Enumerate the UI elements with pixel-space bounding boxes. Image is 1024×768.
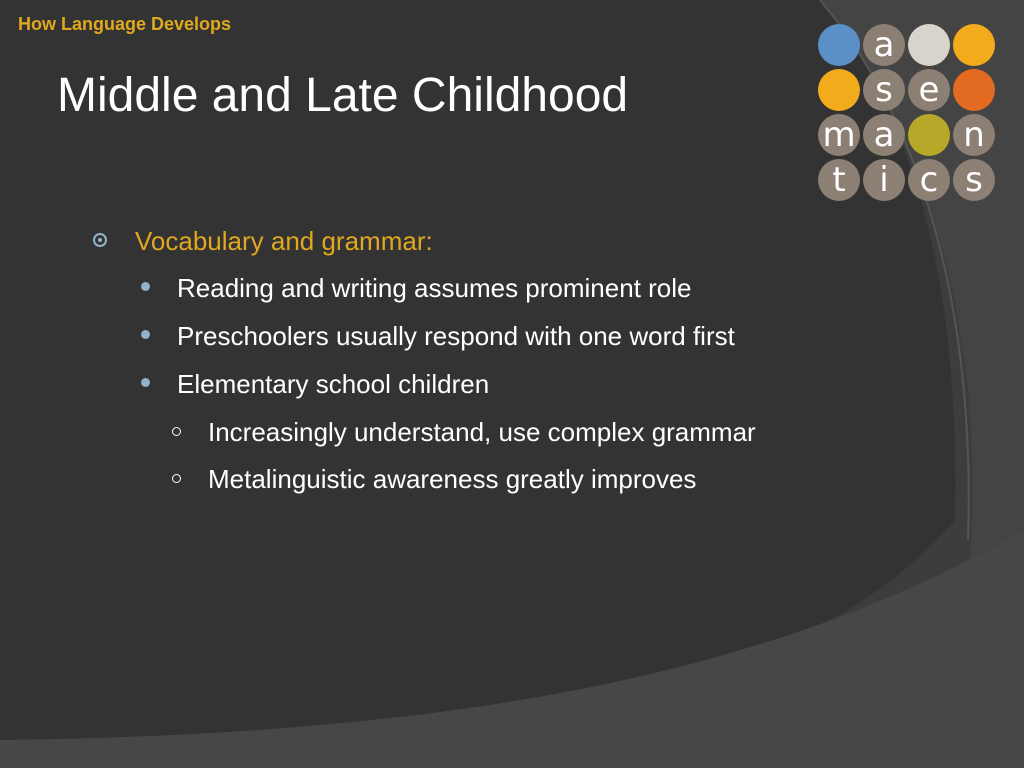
logo-circle: c: [908, 159, 950, 201]
bullet-level2: Elementary school children: [177, 369, 490, 399]
dot-bullet-icon: [141, 378, 150, 387]
logo-circle: s: [953, 159, 995, 201]
dot-bullet-icon: [141, 282, 150, 291]
hollow-bullet-icon: [172, 427, 181, 436]
logo-circle: [908, 24, 950, 66]
logo-circle: a: [863, 114, 905, 156]
logo-circle: [818, 69, 860, 111]
section-header: How Language Develops: [18, 14, 232, 34]
dot-bullet-icon: [141, 330, 150, 339]
logo-circle: e: [908, 69, 950, 111]
bullet-level3: Metalinguistic awareness greatly improves: [208, 464, 697, 494]
semantics-logo: [818, 24, 1002, 206]
logo-circle: [953, 24, 995, 66]
logo-circle: [908, 114, 950, 156]
logo-circle: s: [863, 69, 905, 111]
logo-circle: n: [953, 114, 995, 156]
bullet-level2: Reading and writing assumes prominent role: [177, 273, 692, 303]
logo-circle: t: [818, 159, 860, 201]
logo-circle: [818, 24, 860, 66]
slide-title: Middle and Late Childhood: [57, 69, 629, 122]
hollow-bullet-icon: [172, 474, 181, 483]
logo-circle: [953, 69, 995, 111]
bullet-level3: Increasingly understand, use complex grammar: [208, 417, 756, 447]
bullet-level1: Vocabulary and grammar:: [135, 226, 433, 256]
logo-circle: m: [818, 114, 860, 156]
circle-bullet-icon: [93, 233, 107, 247]
logo-circle: i: [863, 159, 905, 201]
bullet-level2: Preschoolers usually respond with one word first: [177, 321, 735, 351]
logo-circle: a: [863, 24, 905, 66]
